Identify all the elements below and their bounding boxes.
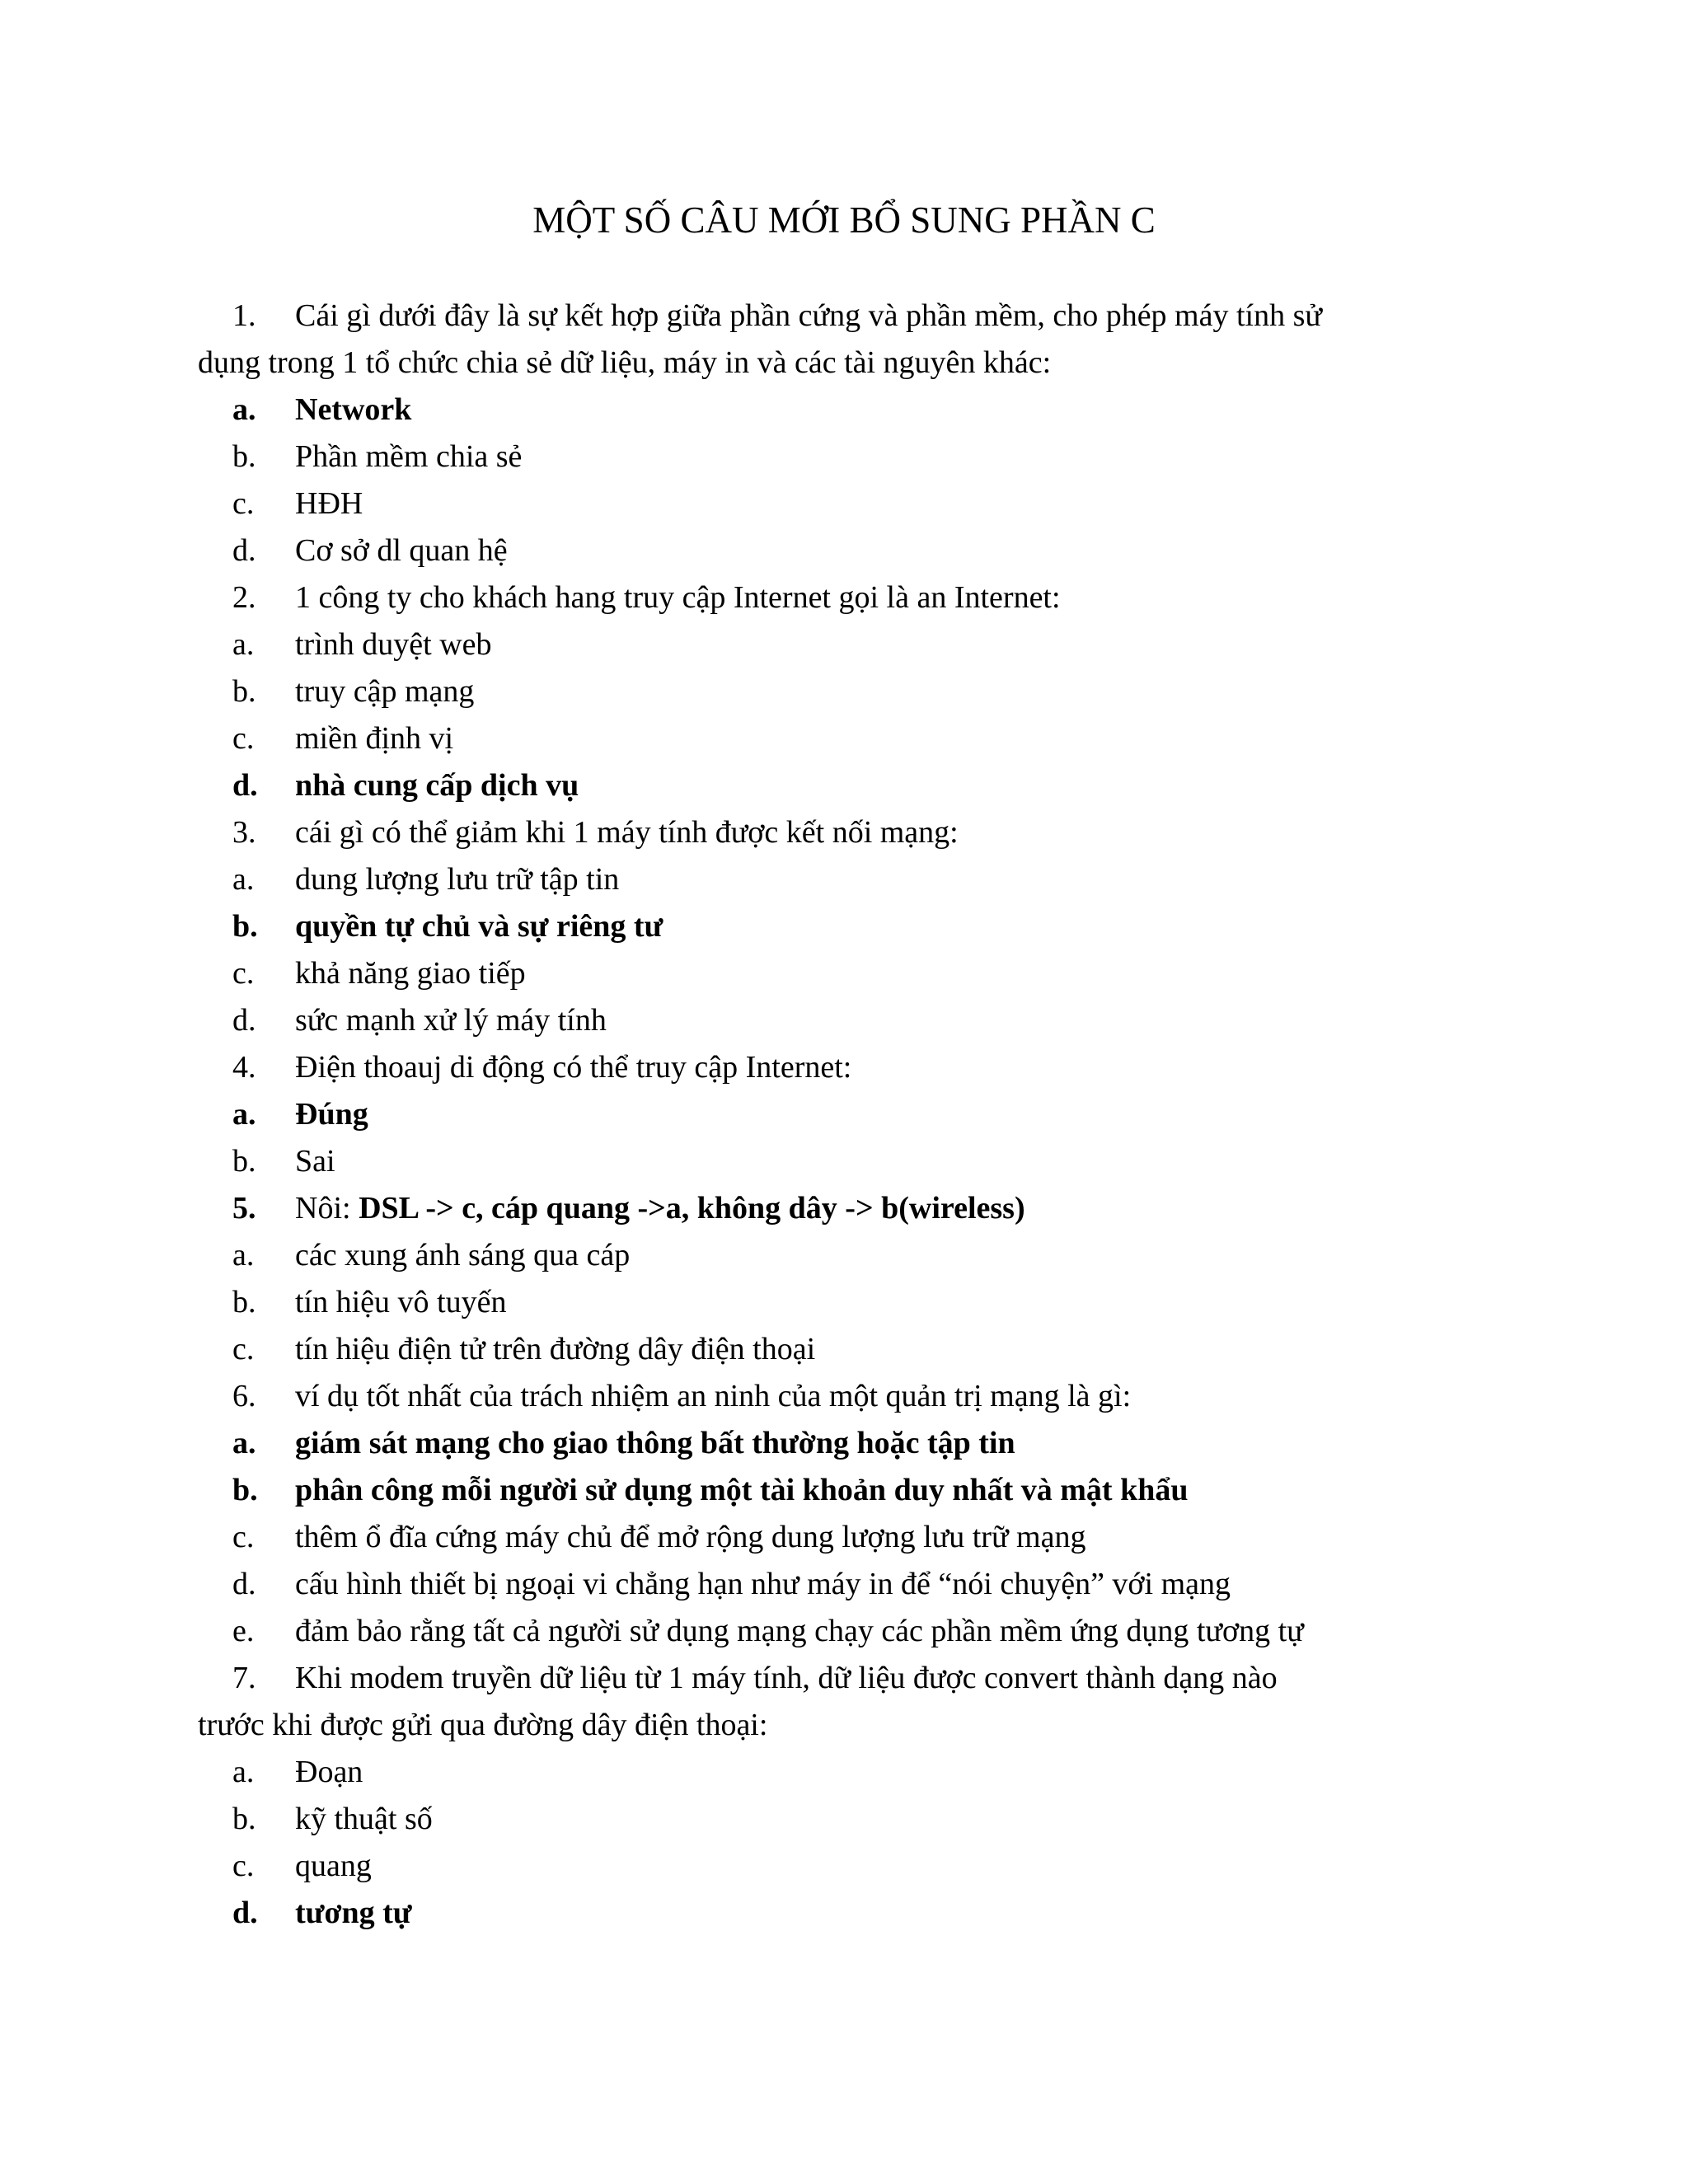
option-5c	[198, 1326, 1484, 1373]
option-text: sức mạnh xử lý máy tính	[295, 1003, 607, 1038]
question-1-continuation	[198, 340, 1484, 387]
option-marker: b.	[232, 1285, 256, 1319]
question-4	[198, 1044, 1484, 1091]
option-text: thêm ổ đĩa cứng máy chủ để mở rộng dung lượng lưu trữ mạng	[295, 1520, 1086, 1554]
question-number: 2.	[232, 580, 256, 615]
option-marker: d.	[232, 533, 256, 568]
option-text: tín hiệu điện tử trên đường dây điện thoại	[295, 1332, 816, 1366]
question-text: Điện thoauj di động có thể truy cập Internet:	[295, 1050, 852, 1085]
question-number: 1.	[232, 298, 256, 333]
question-text-continuation: dụng trong 1 tổ chức chia sẻ dữ liệu, máy in và các tài nguyên khác:	[198, 345, 1052, 380]
question-list	[198, 293, 1484, 1937]
option-marker: c.	[232, 1849, 255, 1883]
question-number: 3.	[232, 815, 256, 850]
question-7	[198, 1655, 1484, 1702]
option-text: quyền tự chủ và sự riêng tư	[295, 909, 663, 944]
question-text: cái gì có thể giảm khi 1 máy tính được kết nối mạng:	[295, 815, 959, 850]
option-5a	[198, 1232, 1484, 1279]
option-7c	[198, 1843, 1484, 1890]
question-5	[198, 1185, 1484, 1232]
question-7-continuation	[198, 1702, 1484, 1749]
option-text: dung lượng lưu trữ tập tin	[295, 862, 620, 897]
option-marker: b.	[232, 674, 256, 709]
option-4b	[198, 1138, 1484, 1185]
option-marker: e.	[232, 1614, 255, 1648]
question-number: 5.	[232, 1191, 256, 1226]
option-marker: b.	[232, 1473, 258, 1507]
option-text: Cơ sở dl quan hệ	[295, 533, 508, 568]
option-text: Network	[295, 392, 412, 427]
option-7a	[198, 1749, 1484, 1796]
option-text: miền định vị	[295, 721, 454, 756]
option-text: Sai	[295, 1144, 335, 1179]
option-text: Đúng	[295, 1097, 368, 1132]
page-title: MỘT SỐ CÂU MỚI BỔ SUNG PHẦN C	[532, 199, 1156, 241]
option-text: Phần mềm chia sẻ	[295, 439, 523, 474]
option-text: tương tự	[295, 1896, 412, 1930]
option-text: quang	[295, 1849, 372, 1883]
question-text: Khi modem truyền dữ liệu từ 1 máy tính, dữ liệu được convert thành dạng nào	[295, 1661, 1278, 1695]
option-text: tín hiệu vô tuyến	[295, 1285, 507, 1319]
option-text: Đoạn	[295, 1755, 363, 1789]
option-6c	[198, 1514, 1484, 1561]
option-marker: a.	[232, 1755, 255, 1789]
option-marker: a.	[232, 1238, 255, 1272]
option-text: phân công mỗi người sử dụng một tài khoản duy nhất và mật khẩu	[295, 1473, 1189, 1507]
question-answer: DSL -> c, cáp quang ->a, không dây -> b(wireless)	[359, 1191, 1025, 1226]
option-text: đảm bảo rằng tất cả người sử dụng mạng chạy các phần mềm ứng dụng tương tự	[295, 1614, 1304, 1648]
option-2c	[198, 715, 1484, 762]
option-marker: a.	[232, 1426, 256, 1460]
question-text-continuation: trước khi được gửi qua đường dây điện thoại:	[198, 1708, 768, 1742]
option-text: khả năng giao tiếp	[295, 956, 526, 991]
option-6b	[198, 1467, 1484, 1514]
option-marker: a.	[232, 862, 255, 897]
option-3d	[198, 997, 1484, 1044]
option-text: kỹ thuật số	[295, 1802, 433, 1836]
option-2d	[198, 762, 1484, 809]
question-prefix: Nôi:	[295, 1191, 359, 1226]
option-text: HĐH	[295, 486, 363, 521]
option-marker: c.	[232, 486, 255, 521]
question-text: 1 công ty cho khách hang truy cập Internet gọi là an Internet:	[295, 580, 1061, 615]
option-7b	[198, 1796, 1484, 1843]
option-marker: c.	[232, 956, 255, 991]
option-marker: a.	[232, 627, 255, 662]
option-marker: c.	[232, 1332, 255, 1366]
option-marker: b.	[232, 1802, 256, 1836]
option-text: nhà cung cấp dịch vụ	[295, 768, 579, 803]
option-2b	[198, 668, 1484, 715]
option-text: giám sát mạng cho giao thông bất thường hoặc tập tin	[295, 1426, 1015, 1460]
option-3b	[198, 903, 1484, 950]
option-marker: b.	[232, 439, 256, 474]
option-1d	[198, 527, 1484, 574]
option-6a	[198, 1420, 1484, 1467]
option-text: trình duyệt web	[295, 627, 492, 662]
option-marker: c.	[232, 721, 255, 756]
option-text: các xung ánh sáng qua cáp	[295, 1238, 631, 1272]
question-text: Cái gì dưới đây là sự kết hợp giữa phần cứng và phần mềm, cho phép máy tính sử	[295, 298, 1322, 333]
option-marker: c.	[232, 1520, 255, 1554]
option-4a	[198, 1091, 1484, 1138]
option-1c	[198, 480, 1484, 527]
question-text: ví dụ tốt nhất của trách nhiệm an ninh của một quản trị mạng là gì:	[295, 1379, 1132, 1413]
option-1b	[198, 434, 1484, 480]
question-1	[198, 293, 1484, 340]
option-marker: a.	[232, 1097, 256, 1132]
option-6e	[198, 1608, 1484, 1655]
question-6	[198, 1373, 1484, 1420]
option-marker: d.	[232, 1567, 256, 1601]
question-number: 7.	[232, 1661, 256, 1695]
option-marker: d.	[232, 768, 258, 803]
option-marker: b.	[232, 1144, 256, 1179]
option-2a	[198, 621, 1484, 668]
question-3	[198, 809, 1484, 856]
option-3c	[198, 950, 1484, 997]
question-number: 6.	[232, 1379, 256, 1413]
option-7d	[198, 1890, 1484, 1937]
option-6d	[198, 1561, 1484, 1608]
option-marker: a.	[232, 392, 256, 427]
option-marker: d.	[232, 1896, 258, 1930]
option-1a	[198, 387, 1484, 434]
question-2	[198, 574, 1484, 621]
option-text: truy cập mạng	[295, 674, 475, 709]
question-text	[295, 1185, 1025, 1232]
option-marker: d.	[232, 1003, 256, 1038]
option-text: cấu hình thiết bị ngoại vi chẳng hạn như máy in để “nói chuyện” với mạng	[295, 1567, 1231, 1601]
option-3a	[198, 856, 1484, 903]
option-marker: b.	[232, 909, 258, 944]
option-5b	[198, 1279, 1484, 1326]
question-number: 4.	[232, 1050, 256, 1085]
